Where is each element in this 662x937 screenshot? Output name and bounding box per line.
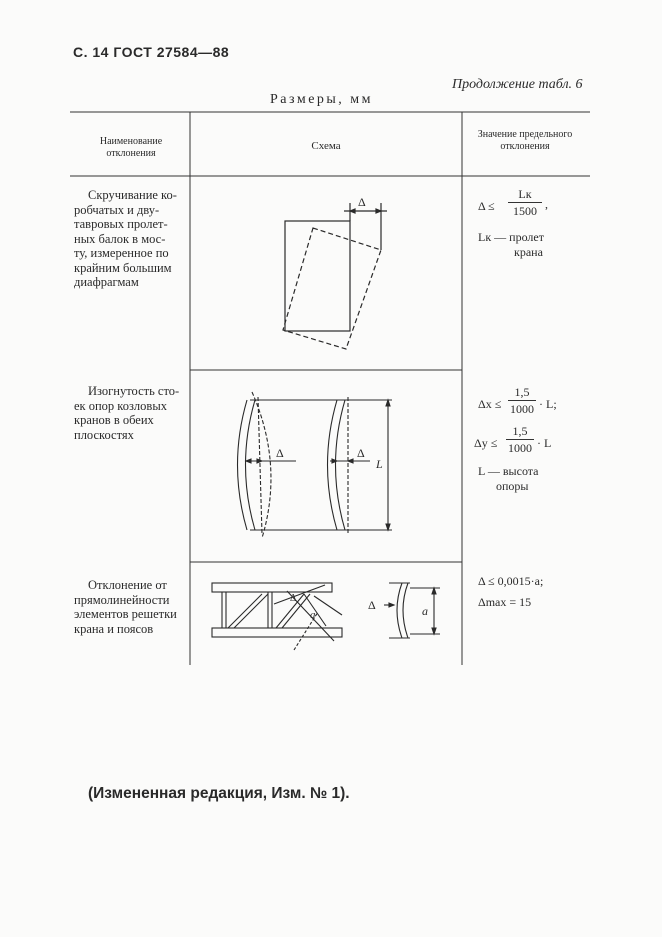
row1-note: Lк — пролет крана <box>478 230 544 259</box>
amendment-note: (Измененная редакция, Изм. № 1). <box>88 785 350 802</box>
table-continuation-label: Продолжение табл. 6 <box>452 77 583 92</box>
delta-label: Δ <box>358 195 366 209</box>
page-header-standard: С. 14 ГОСТ 27584—88 <box>73 44 230 60</box>
diagonal-delta-label: Δ <box>290 593 297 604</box>
element-profile-left <box>397 583 402 638</box>
row2-deviation-name: Изогнутость сто- ек опор козловых кранов в обеих плоскостях <box>74 384 180 442</box>
row1-deviation-name: Скручивание ко- робчатых и дву- тавровых пролет- ных балок в мос- ту, измеренное по крайним большим диафрагмам <box>74 188 177 289</box>
row2-note: L — высота опоры <box>478 464 539 493</box>
row2-formula-x: Δx ≤ 1,5 1000 · L; <box>478 385 557 416</box>
height-label: L <box>376 457 383 471</box>
table-units-title: Размеры, мм <box>270 92 374 107</box>
length-label: a <box>422 604 428 618</box>
row3-formula: Δ ≤ 0,0015·a; Δmax = 15 <box>478 574 544 609</box>
delta-label-right: Δ <box>357 446 365 460</box>
row3-deviation-name: Отклонение от прямолинейности элементов решетки крана и поясов <box>74 578 177 636</box>
diagonal-length-label: a <box>310 609 316 621</box>
delta-label: Δ <box>368 598 376 612</box>
upper-chord <box>212 583 332 592</box>
column-header-value: Значение предельного отклонения <box>477 129 573 152</box>
row2-formula-y: Δy ≤ 1,5 1000 · L <box>474 424 552 455</box>
column-header-name: Наименование отклонения <box>99 136 163 159</box>
delta-label-left: Δ <box>276 446 284 460</box>
row1-formula: Δ ≤ Lк 1500 , <box>478 187 548 218</box>
column-header-scheme: Схема <box>311 140 341 152</box>
